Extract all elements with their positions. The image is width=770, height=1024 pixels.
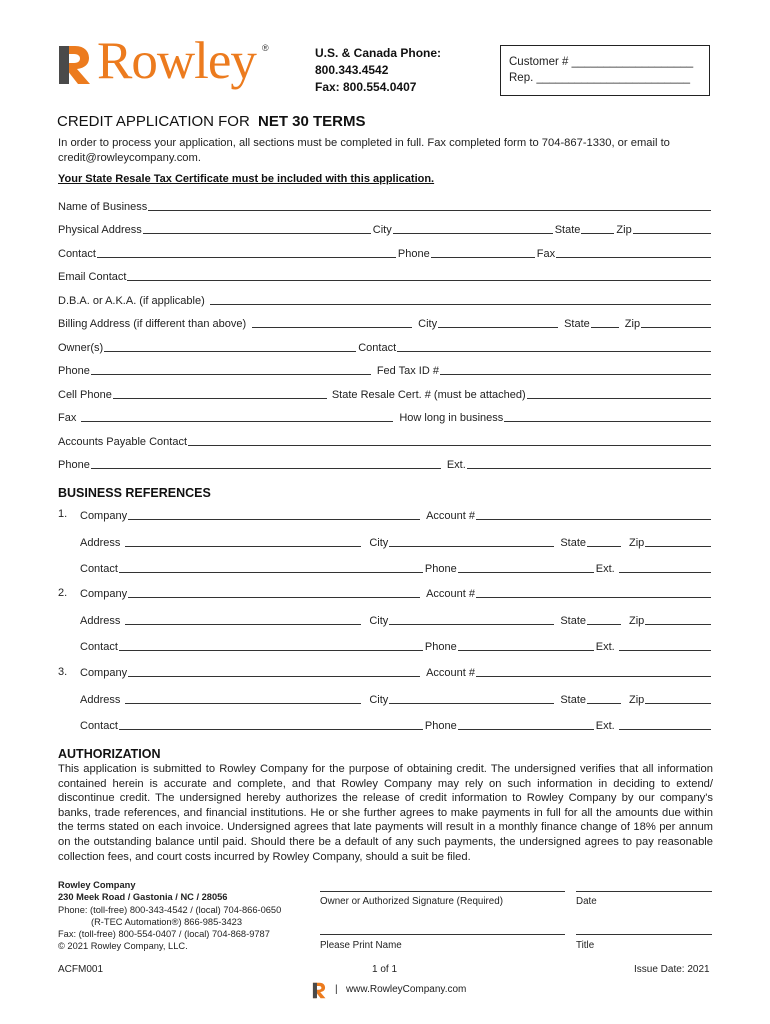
input-billing-address[interactable] xyxy=(252,316,412,328)
input-billing-zip[interactable] xyxy=(641,316,711,328)
logo-wordmark: Rowley xyxy=(97,32,256,90)
registered-mark: ® xyxy=(262,43,269,53)
ref2-input-contact[interactable] xyxy=(119,639,423,651)
label-fax-2: Fax xyxy=(58,412,77,424)
phone-number: 800.343.4542 xyxy=(315,63,389,77)
ref1-input-account[interactable] xyxy=(476,508,711,520)
label-state: State xyxy=(554,224,581,236)
row-owners xyxy=(58,338,713,354)
ref3-input-phone[interactable] xyxy=(458,718,594,730)
label-dba: D.B.A. or A.K.A. (if applicable) xyxy=(58,295,205,307)
ref2-input-zip[interactable] xyxy=(645,613,711,625)
ref1-input-phone[interactable] xyxy=(458,561,594,573)
ref2-label-account: Account # xyxy=(426,588,475,600)
input-contact[interactable] xyxy=(97,246,396,258)
row-physical-address xyxy=(58,220,713,236)
footer-copyright: © 2021 Rowley Company, LLC. xyxy=(58,941,188,952)
ref3-label-ext: Ext. xyxy=(595,720,615,732)
ref1-contact-row xyxy=(80,559,713,575)
issue-date: Issue Date: 2021 xyxy=(634,964,710,975)
label-how-long: How long in business xyxy=(399,412,504,424)
input-billing-city[interactable] xyxy=(438,316,558,328)
input-city[interactable] xyxy=(393,222,553,234)
ref3-input-address[interactable] xyxy=(125,692,361,704)
input-how-long[interactable] xyxy=(504,410,711,422)
footer-rtec-line: (R-TEC Automation®) 866-985-3423 xyxy=(91,916,243,927)
label-email-contact: Email Contact xyxy=(58,271,127,283)
label-fed-tax-id: Fed Tax ID # xyxy=(376,365,439,377)
label-city: City xyxy=(372,224,392,236)
ref1-label-city: City xyxy=(369,537,389,549)
customer-box xyxy=(500,45,710,96)
input-physical-address[interactable] xyxy=(143,222,371,234)
input-ap-ext[interactable] xyxy=(467,457,711,469)
input-ap-phone[interactable] xyxy=(91,457,441,469)
input-cell-phone[interactable] xyxy=(113,387,327,399)
label-fax: Fax xyxy=(536,248,556,260)
reference-3-number: 3. xyxy=(58,666,68,678)
ref2-contact-row xyxy=(80,637,713,653)
ref1-label-account: Account # xyxy=(426,510,475,522)
authorization-heading: AUTHORIZATION xyxy=(58,747,161,761)
ref3-label-state: State xyxy=(560,694,586,706)
ref2-input-ext[interactable] xyxy=(619,639,711,651)
row-email-contact xyxy=(58,267,713,283)
input-fax-2[interactable] xyxy=(81,410,393,422)
ref3-input-contact[interactable] xyxy=(119,718,423,730)
ref2-input-company[interactable] xyxy=(128,586,420,598)
input-owners[interactable] xyxy=(104,340,356,352)
input-ap-contact[interactable] xyxy=(188,434,711,446)
ref2-input-phone[interactable] xyxy=(458,639,594,651)
ref2-label-phone: Phone xyxy=(424,641,457,653)
input-email-contact[interactable] xyxy=(127,269,711,281)
ref3-address-row xyxy=(80,690,713,706)
title-terms: NET 30 TERMS xyxy=(257,113,366,130)
customer-number-field[interactable]: Customer # ___________________ xyxy=(509,56,694,68)
ref3-label-account: Account # xyxy=(426,667,475,679)
ref2-address-row xyxy=(80,611,713,627)
form-code: ACFM001 xyxy=(58,964,104,975)
input-owner-contact[interactable] xyxy=(397,340,711,352)
ref3-label-phone: Phone xyxy=(424,720,457,732)
authorization-text: This application is submitted to Rowley Company for the purpose of obtaining credit. The undersigned verifies that all information contained herein is accurate and complete, and that Rowley Company may rely on such information in deciding to extend/ discontinue credit. The undersigned hereby authorizes the release of credit information to Rowley Company by our company's banks, trade references, and financial institutions. He or she further agrees to make payments in full for all the amounts due within the terms stated on each invoice. Undersigned agrees that late payments will result in a monthly finance change of 18% per annum on the outstanding balance until paid. Should there be a default of any such payments, the undersigned agrees to pay reasonable collection fees, and court costs incurred by Rowley Company, should a suit be filed. xyxy=(58,763,713,863)
ref2-company-row xyxy=(80,584,713,600)
row-cell-resale xyxy=(58,385,713,401)
ref3-input-city[interactable] xyxy=(389,692,554,704)
ref2-input-account[interactable] xyxy=(476,586,711,598)
label-ap-phone: Phone xyxy=(58,459,90,471)
input-state[interactable] xyxy=(581,222,614,234)
resale-certificate-notice: Your State Resale Tax Certificate must be included with this application. xyxy=(58,173,435,185)
label-billing-address: Billing Address (if different than above) xyxy=(58,318,247,330)
row-contact xyxy=(58,244,713,260)
footer-separator: | xyxy=(335,984,338,995)
ref2-input-state[interactable] xyxy=(587,613,621,625)
signature-line[interactable] xyxy=(320,891,565,892)
row-billing-address xyxy=(58,314,713,330)
input-billing-state[interactable] xyxy=(591,316,619,328)
ref3-input-ext[interactable] xyxy=(619,718,711,730)
label-resale-cert: State Resale Cert. # (must be attached) xyxy=(331,389,526,401)
label-phone: Phone xyxy=(397,248,430,260)
label-billing-state: State xyxy=(564,318,590,330)
input-phone-2[interactable] xyxy=(91,363,371,375)
ref1-company-row xyxy=(80,506,713,522)
input-phone[interactable] xyxy=(431,246,535,258)
ref2-label-zip: Zip xyxy=(629,615,645,627)
rowley-logo xyxy=(57,32,287,103)
page-title xyxy=(57,113,366,130)
ref1-label-company: Company xyxy=(80,510,128,522)
ref1-input-state[interactable] xyxy=(587,535,621,547)
input-fed-tax-id[interactable] xyxy=(440,363,711,375)
input-zip[interactable] xyxy=(633,222,711,234)
footer-phone-line: Phone: (toll-free) 800-343-4542 / (local) 704-866-0650 xyxy=(58,904,282,915)
ref3-contact-row xyxy=(80,716,713,732)
ref2-label-address: Address xyxy=(80,615,121,627)
label-ap-contact: Accounts Payable Contact xyxy=(58,436,188,448)
ref1-input-contact[interactable] xyxy=(119,561,423,573)
label-zip: Zip xyxy=(616,224,632,236)
label-ap-ext: Ext. xyxy=(446,459,466,471)
reference-2-number: 2. xyxy=(58,587,68,599)
footer-fax-line: Fax: (toll-free) 800-554-0407 / (local) 704-868-9787 xyxy=(58,929,270,940)
label-billing-zip: Zip xyxy=(624,318,641,330)
input-fax[interactable] xyxy=(556,246,711,258)
ref1-label-phone: Phone xyxy=(424,563,457,575)
ref1-address-row xyxy=(80,533,713,549)
label-name-of-business: Name of Business xyxy=(58,201,148,213)
ref1-label-address: Address xyxy=(80,537,121,549)
ref3-input-state[interactable] xyxy=(587,692,621,704)
label-contact: Contact xyxy=(58,248,96,260)
ref3-label-company: Company xyxy=(80,667,128,679)
website-link[interactable]: www.RowleyCompany.com xyxy=(345,984,467,995)
ref3-label-city: City xyxy=(369,694,389,706)
rowley-r-mark-icon xyxy=(57,44,91,86)
ref2-input-city[interactable] xyxy=(389,613,554,625)
ref3-label-zip: Zip xyxy=(629,694,645,706)
title-label: Title xyxy=(576,940,595,951)
ref3-company-row xyxy=(80,663,713,679)
reference-1-number: 1. xyxy=(58,508,68,520)
label-billing-city: City xyxy=(418,318,438,330)
ref1-label-ext: Ext. xyxy=(595,563,615,575)
footer-company-name: Rowley Company xyxy=(58,880,136,890)
business-references-heading: BUSINESS REFERENCES xyxy=(58,486,211,500)
contact-phones xyxy=(315,45,441,96)
input-resale-cert[interactable] xyxy=(527,387,711,399)
input-dba[interactable] xyxy=(210,293,711,305)
ref2-label-company: Company xyxy=(80,588,128,600)
ref1-label-zip: Zip xyxy=(629,537,645,549)
signature-label: Owner or Authorized Signature (Required) xyxy=(320,896,503,907)
ref2-label-ext: Ext. xyxy=(595,641,615,653)
date-line[interactable] xyxy=(576,891,712,892)
row-business-name xyxy=(58,197,713,213)
ref3-input-company[interactable] xyxy=(128,665,420,677)
ref2-input-address[interactable] xyxy=(125,613,361,625)
print-name-line[interactable] xyxy=(320,934,565,935)
row-ap-phone xyxy=(58,455,713,471)
title-line[interactable] xyxy=(576,934,712,935)
row-ap-contact xyxy=(58,432,713,448)
ref1-label-state: State xyxy=(560,537,586,549)
footer-website xyxy=(335,984,466,995)
ref1-input-company[interactable] xyxy=(128,508,420,520)
ref2-label-city: City xyxy=(369,615,389,627)
title-prefix: CREDIT APPLICATION FOR xyxy=(57,113,250,130)
rowley-footer-mark-icon xyxy=(312,982,326,999)
label-owners: Owner(s) xyxy=(58,342,104,354)
label-owner-contact: Contact xyxy=(358,342,397,354)
footer-street-address: 230 Meek Road / Gastonia / NC / 28056 xyxy=(58,892,228,903)
ref2-label-contact: Contact xyxy=(80,641,118,653)
label-phone-2: Phone xyxy=(58,365,90,377)
row-dba xyxy=(58,291,713,307)
ref3-label-address: Address xyxy=(80,694,121,706)
phone-label: U.S. & Canada Phone: xyxy=(315,46,442,60)
ref1-input-address[interactable] xyxy=(125,535,361,547)
ref3-input-zip[interactable] xyxy=(645,692,711,704)
intro-text: In order to process your application, all sections must be completed in full. Fax completed form to 704-867-1330, or email to credit@rowleycompany.com. xyxy=(58,137,670,164)
page-number: 1 of 1 xyxy=(372,964,398,975)
ref1-input-zip[interactable] xyxy=(645,535,711,547)
label-cell-phone: Cell Phone xyxy=(58,389,112,401)
ref1-input-city[interactable] xyxy=(389,535,554,547)
ref1-input-ext[interactable] xyxy=(619,561,711,573)
rep-field[interactable]: Rep. ________________________ xyxy=(509,72,690,84)
ref2-label-state: State xyxy=(560,615,586,627)
input-name-of-business[interactable] xyxy=(148,199,711,211)
row-phone-fedtax xyxy=(58,361,713,377)
ref3-label-contact: Contact xyxy=(80,720,118,732)
date-label: Date xyxy=(576,896,597,907)
ref3-input-account[interactable] xyxy=(476,665,711,677)
label-physical-address: Physical Address xyxy=(58,224,142,236)
print-name-label: Please Print Name xyxy=(320,940,402,951)
fax-number: Fax: 800.554.0407 xyxy=(315,80,417,94)
ref1-label-contact: Contact xyxy=(80,563,118,575)
row-fax-howlong xyxy=(58,408,713,424)
footer-address-block xyxy=(58,879,281,953)
